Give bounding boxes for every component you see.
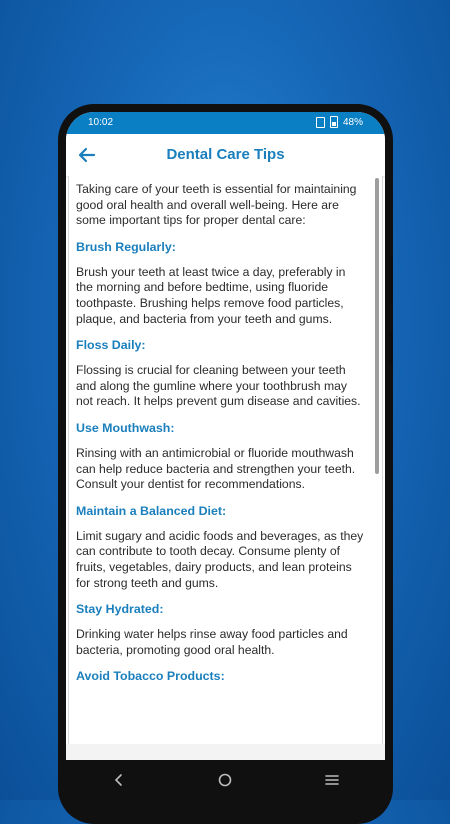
section-heading: Use Mouthwash: [76, 420, 175, 435]
nav-home-button[interactable] [205, 766, 245, 794]
app-bar [66, 134, 385, 176]
section-heading: Avoid Tobacco Products: [76, 669, 225, 684]
tips-scroll-area[interactable] [68, 176, 383, 760]
section-body: Flossing is crucial for cleaning between your teeth and along the gumline where your toothbrush may not reach. It helps prevent gum disease and cavities. [76, 363, 361, 409]
phone-side-button [389, 330, 393, 366]
nav-recents-button[interactable] [312, 766, 352, 794]
system-nav-bar [66, 760, 385, 800]
vibrate-icon [316, 117, 325, 128]
scrollbar-thumb[interactable] [375, 178, 379, 474]
battery-icon [330, 116, 338, 128]
status-bar [66, 112, 385, 134]
phone-screen [66, 112, 385, 800]
section-body: Brush your teeth at least twice a day, preferably in the morning and before bedtime, using fluoride toothpaste. Brushing helps remove food particles, plaque, and bacteria from your teeth and gums. [76, 264, 346, 326]
battery-percent: 48% [342, 116, 363, 128]
section-heading: Maintain a Balanced Diet: [76, 503, 227, 518]
nav-back-button[interactable] [99, 766, 139, 794]
status-time: 10:02 [88, 117, 114, 128]
menu-lines-icon [324, 773, 340, 787]
section-heading: Stay Hydrated: [76, 602, 164, 617]
tips-card [68, 176, 383, 760]
circle-home-icon [217, 772, 233, 788]
section-body: Rinsing with an antimicrobial or fluoride mouthwash can help reduce bacteria and strengthen your teeth. Consult your dentist for recommendations. [76, 445, 356, 492]
intro-paragraph: Taking care of your teeth is essential for maintaining good oral health and overall well-being. Here are some important tips for proper dental care: [76, 182, 357, 228]
section-heading: Floss Daily: [76, 338, 146, 353]
content-bottom-edge [66, 744, 385, 760]
triangle-back-icon [112, 773, 126, 787]
page-title: Dental Care Tips [166, 146, 285, 163]
phone-side-button [389, 255, 393, 303]
status-icons [316, 116, 363, 128]
tips-text [69, 176, 382, 684]
section-heading: Brush Regularly: [76, 239, 176, 254]
section-body: Limit sugary and acidic foods and beverages, as they can contribute to tooth decay. Consume plenty of fruits, vegetables, dairy products, and lean proteins for strong teeth and gums. [76, 528, 364, 590]
section-body: Drinking water helps rinse away food particles and bacteria, promoting good oral health. [76, 627, 348, 657]
